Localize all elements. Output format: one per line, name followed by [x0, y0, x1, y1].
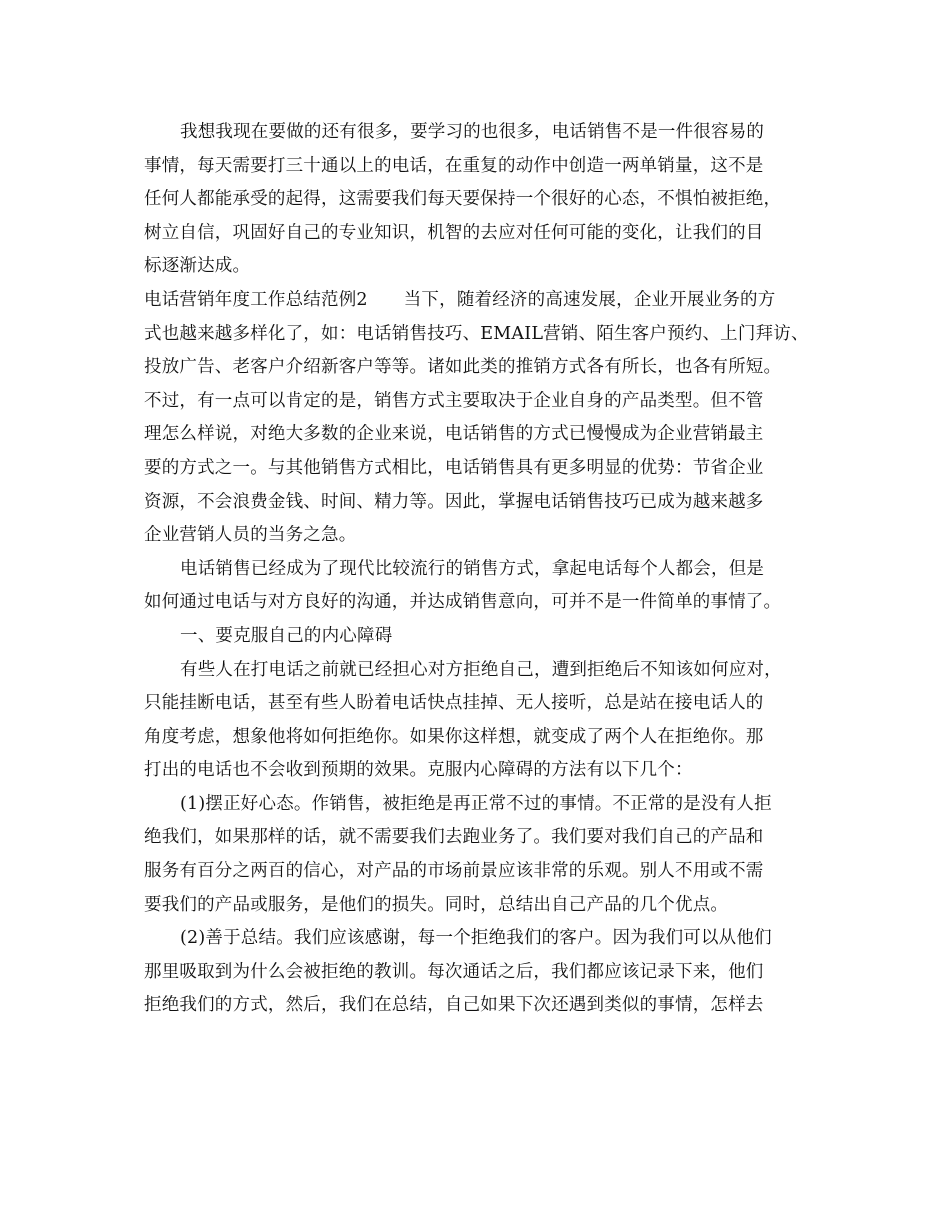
paragraph-6: [144, 788, 834, 922]
paragraph-1: [144, 116, 834, 284]
text-line: 任何人都能承受的起得，这需要我们每天要保持一个很好的心态，不惧怕被拒绝，: [144, 189, 782, 210]
text-line: 有些人在打电话之前就已经担心对方拒绝自己，遭到拒绝后不知该如何应对，: [180, 659, 782, 680]
text-line: 电话销售已经成为了现代比较流行的销售方式，拿起电话每个人都会，但是: [180, 558, 765, 579]
text-line: 打出的电话也不会收到预期的效果。克服内心障碍的方法有以下几个：: [144, 760, 693, 781]
text-line: 服务有百分之两百的信心，对产品的市场前景应该非常的乐观。别人不用或不需: [144, 861, 764, 882]
text-line-rest: 当下，随着经济的高速发展，企业开展业务的方: [403, 289, 776, 310]
paragraph-4: [144, 620, 834, 654]
paragraph-5: [144, 654, 834, 788]
text-line: 拒绝我们的方式，然后，我们在总结，自己如果下次还遇到类似的事情，怎样去: [144, 995, 764, 1016]
text-line: 角度考虑，想象他将如何拒绝你。如果你这样想，就变成了两个人在拒绝你。那: [144, 726, 764, 747]
subheading: 一、要克服自己的内心障碍: [180, 625, 393, 646]
text-line: 绝我们，如果那样的话，就不需要我们去跑业务了。我们要对我们自己的产品和: [144, 827, 764, 848]
paragraph-3: [144, 553, 834, 620]
paragraph-7: [144, 922, 834, 1023]
text-line: (1)摆正好心态。作销售，被拒绝是再正常不过的事情。不正常的是没有人拒: [180, 793, 772, 814]
text-line: 我想我现在要做的还有很多，要学习的也很多，电话销售不是一件很容易的: [180, 122, 765, 142]
text-line: 理怎么样说，对绝大多数的企业来说，电话销售的方式已慢慢成为企业营销最主: [144, 424, 764, 445]
text-line: 树立自信，巩固好自己的专业知识，机智的去应对任何可能的变化，让我们的目: [144, 222, 764, 243]
text-line: 如何通过电话与对方良好的沟通，并达成销售意向，可并不是一件简单的事情了。: [144, 592, 782, 613]
text-line: 那里吸取到为什么会被拒绝的教训。每次通话之后，我们都应该记录下来，他们: [144, 961, 764, 982]
paragraph-2: [144, 284, 834, 553]
text-line: 式也越来越多样化了，如：电话销售技巧、EMAIL营销、陌生客户预约、上门拜访、: [144, 323, 809, 344]
section-heading: 电话营销年度工作总结范例2: [144, 289, 368, 310]
text-line: 资源，不会浪费金钱、时间、精力等。因此，掌握电话销售技巧已成为越来越多: [144, 491, 764, 512]
text-line: 要我们的产品或服务，是他们的损失。同时，总结出自己产品的几个优点。: [144, 894, 729, 915]
document-body: [144, 116, 834, 1023]
text-line: 只能挂断电话，甚至有些人盼着电话快点挂掉、无人接听，总是站在接电话人的: [144, 693, 764, 714]
text-line: 事情，每天需要打三十通以上的电话，在重复的动作中创造一两单销量，这不是: [144, 155, 764, 176]
text-line: 投放广告、老客户介绍新客户等等。诸如此类的推销方式各有所长，也各有所短。: [144, 357, 782, 378]
text-line: 企业营销人员的当务之急。: [144, 525, 357, 546]
text-line: 要的方式之一。与其他销售方式相比，电话销售具有更多明显的优势：节省企业: [144, 457, 764, 478]
text-line: 不过，有一点可以肯定的是，销售方式主要取决于企业自身的产品类型。但不管: [144, 390, 764, 411]
text-line: [144, 284, 834, 318]
text-line: 标逐渐达成。: [144, 256, 251, 277]
text-line: (2)善于总结。我们应该感谢，每一个拒绝我们的客户。因为我们可以从他们: [180, 928, 772, 949]
